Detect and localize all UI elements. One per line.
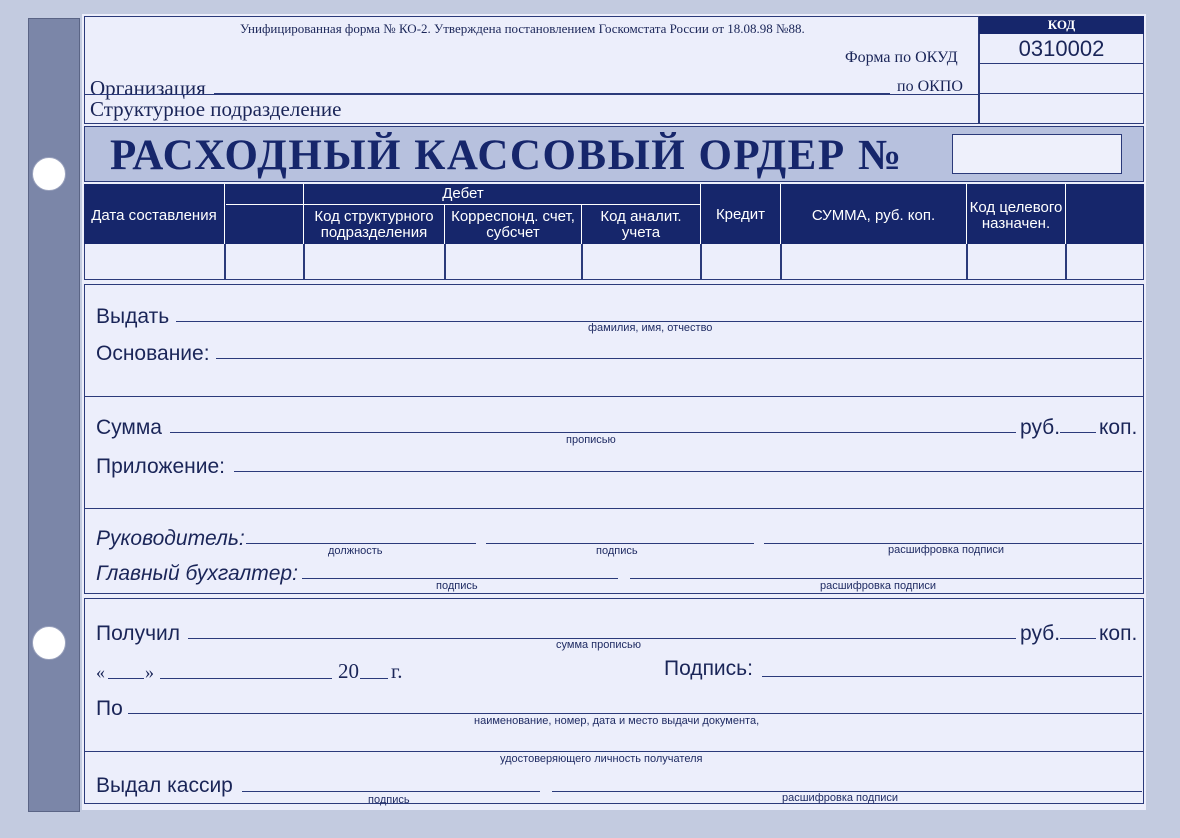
accountant-label: Главный бухгалтер:	[96, 562, 298, 585]
sum-label: Сумма	[96, 416, 162, 439]
binder-strip	[28, 18, 80, 812]
order-number-field[interactable]	[952, 134, 1122, 174]
okud-label: Форма по ОКУД	[845, 49, 958, 66]
doc-caption-2: удостоверяющего личность получателя	[500, 753, 703, 765]
head-label: Руководитель:	[96, 527, 245, 550]
cell-divider	[1065, 244, 1067, 280]
th-corr-account: Корреспонд. счет, субсчет	[445, 206, 581, 244]
day-field[interactable]	[108, 678, 144, 679]
cashier-signature-field[interactable]	[242, 791, 540, 792]
acc-decode-caption: расшифровка подписи	[820, 580, 937, 592]
sum-kop-field[interactable]	[1060, 432, 1096, 433]
okpo-label: по ОКПО	[897, 78, 963, 95]
decode-caption: расшифровка подписи	[888, 544, 1005, 556]
recipient-signature-field[interactable]	[762, 676, 1142, 677]
quote-open: «	[96, 662, 105, 682]
doc-caption-1: наименование, номер, дата и место выдачи документа,	[474, 715, 760, 727]
head-position-field[interactable]	[246, 543, 476, 544]
quote-close: »	[145, 662, 154, 682]
cell-divider	[224, 244, 226, 280]
th-debet: Дебет	[226, 184, 700, 204]
th-sum: СУММА, руб. коп.	[781, 192, 966, 240]
kod-header: КОД	[979, 16, 1144, 34]
th-purpose-code: Код целевого назначен.	[967, 188, 1065, 244]
header-separator	[84, 94, 978, 95]
fio-caption: фамилия, имя, отчество	[588, 322, 713, 334]
cell-divider	[581, 244, 583, 280]
signature-caption: подпись	[596, 545, 638, 557]
cell-divider	[444, 244, 446, 280]
recipient-signature-label: Подпись:	[664, 657, 753, 680]
okud-code-cell[interactable]: 0310002	[979, 34, 1144, 64]
attachment-label: Приложение:	[96, 455, 226, 478]
sum-rub-label: руб.	[1020, 416, 1061, 439]
cell-divider	[700, 244, 702, 280]
words-caption: прописью	[566, 434, 616, 446]
document-title: РАСХОДНЫЙ КАССОВЫЙ ОРДЕР №	[110, 132, 903, 179]
basis-field[interactable]	[216, 358, 1142, 359]
section-divider	[84, 508, 1144, 509]
month-field[interactable]	[160, 678, 332, 679]
cashier-label: Выдал кассир	[96, 774, 233, 797]
receipt-section	[84, 598, 1144, 804]
year-prefix: 20	[338, 659, 359, 683]
issue-label: Выдать	[96, 305, 170, 328]
table-data-row	[84, 244, 1144, 280]
document-field[interactable]	[128, 713, 1142, 714]
accountant-decode-field[interactable]	[630, 578, 1142, 579]
cashier-decode-caption: расшифровка подписи	[782, 792, 899, 804]
section-divider	[84, 396, 1144, 397]
punch-hole-bottom	[32, 626, 66, 660]
year-suffix: г.	[391, 659, 403, 683]
document-field-2[interactable]	[84, 751, 1144, 752]
okpo-code-cell[interactable]	[979, 64, 1144, 94]
basis-label: Основание:	[96, 342, 210, 365]
sum-words-caption: сумма прописью	[556, 639, 641, 651]
sum-words-field[interactable]	[170, 432, 1016, 433]
th-sep	[224, 184, 225, 244]
punch-hole-top	[32, 157, 66, 191]
received-kop-label: коп.	[1099, 622, 1138, 645]
cell-divider	[966, 244, 968, 280]
head-signature-field[interactable]	[486, 543, 754, 544]
position-caption: должность	[328, 545, 383, 557]
th-sep	[1065, 184, 1066, 244]
th-analytic-code: Код аналит. учета	[582, 206, 700, 244]
th-division-code: Код структурного подразделения	[304, 206, 444, 244]
accountant-signature-field[interactable]	[302, 578, 618, 579]
division-label: Структурное подразделение	[90, 97, 342, 121]
approval-text: Унифицированная форма № КО-2. Утверждена постановлением Госкомстата России от 18.08.98 №88.	[240, 21, 805, 36]
received-label: Получил	[96, 622, 180, 645]
cell-divider	[303, 244, 305, 280]
acc-signature-caption: подпись	[436, 580, 478, 592]
attachment-field[interactable]	[234, 471, 1142, 472]
organization-label: Организация	[90, 76, 206, 100]
th-date: Дата составления	[84, 192, 224, 240]
sum-kop-label: коп.	[1099, 416, 1138, 439]
th-credit: Кредит	[701, 190, 780, 240]
cashier-sig-caption: подпись	[368, 794, 410, 806]
received-kop-field[interactable]	[1060, 638, 1096, 639]
by-label: По	[96, 697, 123, 720]
year-field[interactable]	[360, 678, 388, 679]
received-rub-label: руб.	[1020, 622, 1061, 645]
th-debet-sep	[226, 204, 700, 205]
cell-divider	[780, 244, 782, 280]
